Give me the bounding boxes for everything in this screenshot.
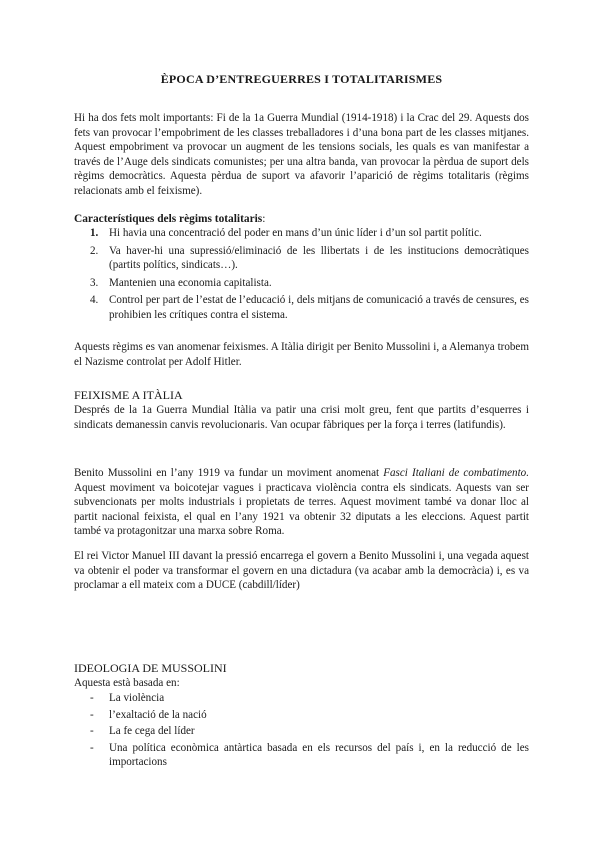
list-item-number: 4.	[90, 294, 99, 306]
feixismes-paragraph: Aquests règims es van anomenar feixismes. A Itàlia dirigit per Benito Mussolini i, a Alemanya trobem el Nazisme controlat per Adolf Hitler.	[74, 341, 529, 368]
intro-paragraph: Hi ha dos fets molt importants: Fi de la 1a Guerra Mundial (1914-1918) i la Crac del 29. Aquests dos fets van provocar l’empobriment de les classes treballadores i d’una bona part de les classes mitjanes. Aquest empobriment va provocar un augment de les tensions socials, les quals es van manifestar a través de l’Auge dels sindicats comunistes; per una altra banda, van provocar la pèrdua de suport dels règims democràtics. Aquesta pèrdua de suport va afavorir l’aparició de règims totalitaris (règims relacionats amb el feixisme).	[74, 112, 529, 197]
list-item-text: Hi havia una concentració del poder en mans d’un únic líder i d’un sol partit polític.	[109, 227, 482, 239]
characteristics-list	[74, 226, 529, 325]
list-item-text: Control per part de l’estat de l’educació i, dels mitjans de comunicació a través de censures, es prohibien les crítiques contra el sistema.	[109, 294, 529, 321]
italia-paragraph-1: Després de la 1a Guerra Mundial Itàlia va patir una crisi molt greu, fent que partits d’esquerres i sindicats demanessin canvis revolucionaris. Van ocupar fàbriques per la força i terres (latifundis).	[74, 404, 529, 431]
italia-p2-text-end: Aquest moviment va boicotejar vagues i practicava violència contra els sindicats. Aquests van ser subvencionats per molts industrials i propietats de terres. Aquest moviment també va donar lloc al partit nacional feixista, el qual en l’any 1921 va obtenir 32 diputats a les eleccions. Aquest partit també va protagonitzar una marxa sobre Roma.	[74, 481, 529, 537]
list-item	[74, 708, 529, 723]
list-item-text: Una política econòmica antàrtica basada en els recursos del país i, en la reducció de les importacions	[109, 741, 529, 768]
characteristics-heading-colon: :	[262, 213, 266, 225]
list-item	[74, 293, 529, 322]
bullet-dash: -	[90, 708, 94, 721]
bullet-dash: -	[90, 692, 94, 704]
italia-heading: FEIXISME A ITÀLIA	[74, 388, 183, 402]
list-item	[74, 691, 529, 706]
italia-paragraph-2	[74, 466, 529, 539]
list-item-text: Va haver-hi una supressió/eliminació de les llibertats i de les institucions democràtiques (partits polítics, sindicats…).	[109, 244, 529, 271]
list-item-text: La violència	[109, 692, 165, 704]
ideologia-list	[74, 691, 529, 772]
list-item-number: 3.	[90, 276, 99, 289]
list-item	[74, 741, 529, 770]
ideologia-heading: IDEOLOGIA DE MUSSOLINI	[74, 661, 227, 675]
list-item-text: Mantenien una economia capitalista.	[109, 276, 272, 289]
list-item	[74, 276, 529, 291]
list-item-number: 1.	[90, 227, 99, 239]
characteristics-heading	[74, 212, 265, 227]
page-title: ÈPOCA D’ENTREGUERRES I TOTALITARISMES	[160, 72, 443, 86]
list-item	[74, 226, 529, 241]
list-item	[74, 244, 529, 273]
list-item-number: 2.	[90, 244, 99, 257]
italia-p2-text-start: Benito Mussolini en l’any 1919 va fundar un moviment anomenat	[74, 467, 384, 479]
list-item-text: La fe cega del líder	[109, 725, 195, 737]
characteristics-heading-text: Característiques dels règims totalitaris	[74, 213, 263, 225]
list-item-text: l’exaltació de la nació	[109, 708, 207, 721]
bullet-dash: -	[90, 741, 94, 754]
fasci-italiani-name: Fasci Italiani de combatimento.	[383, 467, 529, 479]
ideologia-intro: Aquesta està basada en:	[74, 677, 180, 689]
bullet-dash: -	[90, 725, 94, 737]
italia-paragraph-3: El rei Victor Manuel III davant la pressió encarrega el govern a Benito Mussolini i, una vegada aquest va obtenir el poder va transformar el govern en una dictadura (va acabar amb la democràcia) i, es va proclamar a ell mateix com a DUCE (cabdill/líder)	[74, 550, 529, 591]
list-item	[74, 724, 529, 739]
